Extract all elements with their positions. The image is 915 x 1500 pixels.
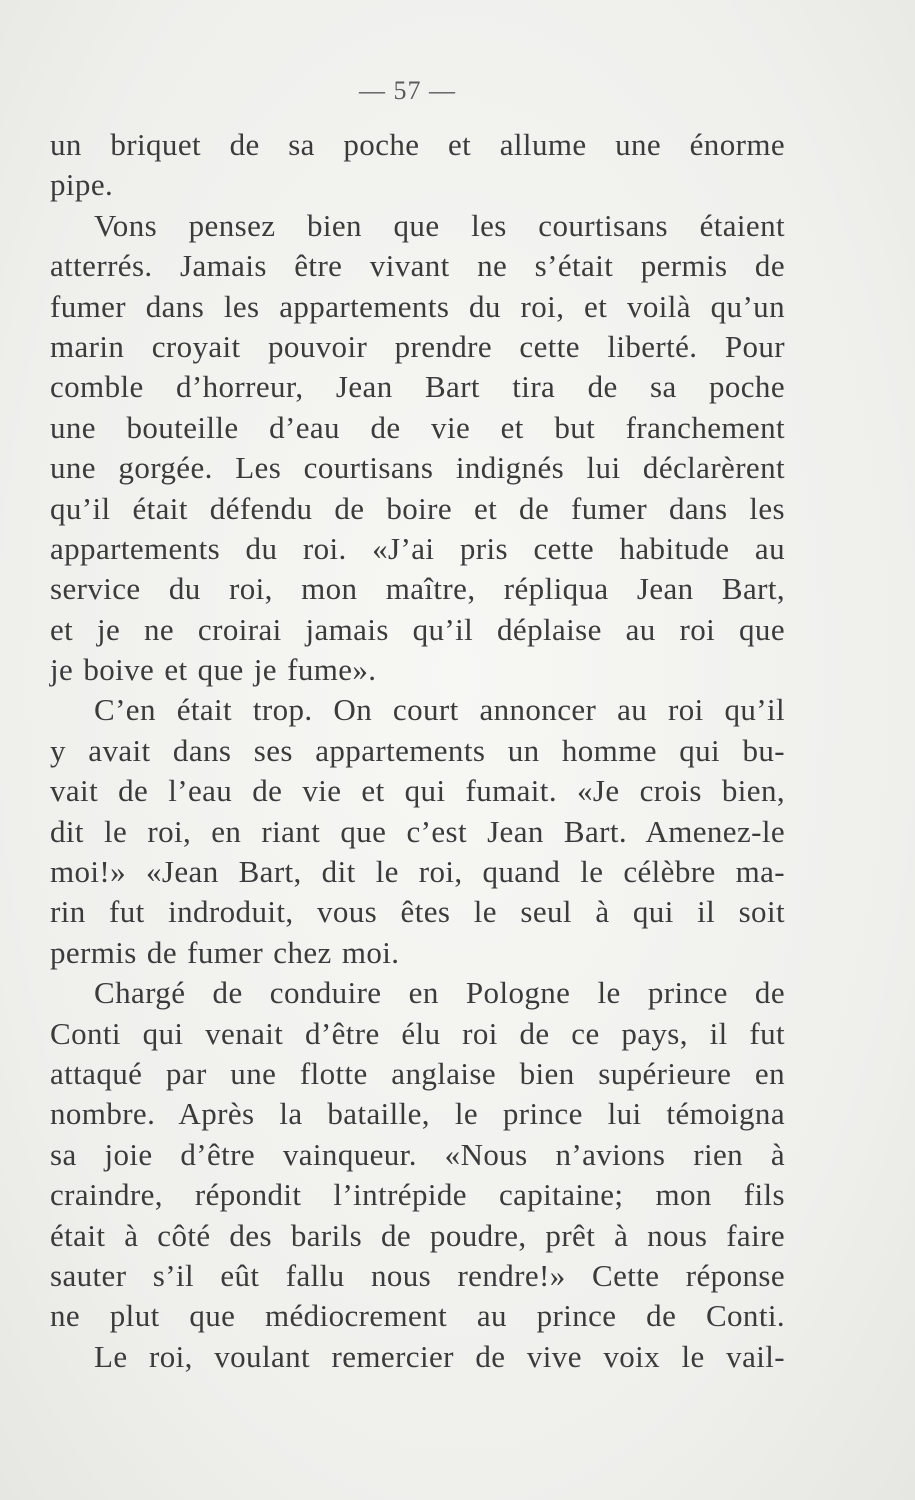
text-line: rin fut indroduit, vous êtes le seul à qui il soit [50, 894, 785, 930]
text-line: marin croyait pouvoir prendre cette liberté. Pour [50, 328, 785, 364]
text-line: permis de fumer chez moi. [50, 934, 400, 970]
text-line: appartements du roi. «J’ai pris cette habitude au [50, 530, 785, 566]
text-line: et je ne croirai jamais qu’il déplaise au roi que [50, 611, 785, 647]
text-line: vait de l’eau de vie et qui fumait. «Je crois bien, [50, 773, 785, 809]
body-text [50, 125, 785, 1377]
text-line: craindre, répondit l’intrépide capitaine; mon fils [50, 1177, 785, 1213]
text-line: sa joie d’être vainqueur. «Nous n’avions rien à [50, 1136, 785, 1172]
text-line: une bouteille d’eau de vie et but franchement [50, 409, 785, 445]
text-line: comble d’horreur, Jean Bart tira de sa poche [50, 369, 785, 405]
text-line: Conti qui venait d’être élu roi de ce pays, il fut [50, 1015, 785, 1051]
page-number: — 57 — [359, 76, 456, 105]
text-line: y avait dans ses appartements un homme qui bu- [50, 732, 785, 768]
text-line: une gorgée. Les courtisans indignés lui déclarèrent [50, 450, 785, 486]
text-line: ne plut que médiocrement au prince de Conti. [50, 1298, 785, 1334]
text-line: service du roi, mon maître, répliqua Jean Bart, [50, 571, 785, 607]
text-line: Chargé de conduire en Pologne le prince de [94, 975, 785, 1011]
text-line: Vons pensez bien que les courtisans étaient [94, 207, 785, 243]
text-line: moi!» «Jean Bart, dit le roi, quand le célèbre ma- [50, 854, 785, 890]
text-line: fumer dans les appartements du roi, et voilà qu’un [50, 288, 785, 324]
text-line: était à côté des barils de poudre, prêt à nous faire [50, 1217, 785, 1253]
text-line: sauter s’il eût fallu nous rendre!» Cette réponse [50, 1257, 785, 1293]
text-line: qu’il était défendu de boire et de fumer dans les [50, 490, 785, 526]
text-line: nombre. Après la bataille, le prince lui témoigna [50, 1096, 785, 1132]
text-line: je boive et que je fume». [50, 652, 377, 688]
text-line: atterrés. Jamais être vivant ne s’était permis de [50, 248, 785, 284]
text-line: pipe. [50, 167, 114, 203]
text-line: dit le roi, en riant que c’est Jean Bart. Amenez-le [50, 813, 785, 849]
text-line: Le roi, voulant remercier de vive voix le vail- [94, 1338, 785, 1374]
text-line: C’en était trop. On court annoncer au roi qu’il [94, 692, 785, 728]
text-line: attaqué par une flotte anglaise bien supérieure en [50, 1055, 785, 1091]
text-line: un briquet de sa poche et allume une énorme [50, 127, 785, 162]
